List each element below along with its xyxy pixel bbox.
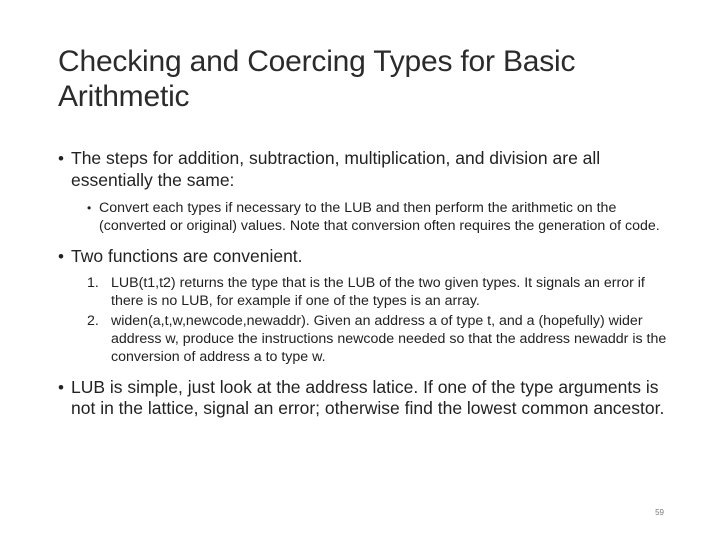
slide-content (58, 148, 676, 420)
page-number: 59 (655, 508, 664, 517)
sub-bullet-convert (87, 199, 676, 235)
slide-title: Checking and Coercing Types for Basic Arithmetic (58, 45, 576, 113)
item-text: LUB(t1,t2) returns the type that is the LUB of the two given types. It signals an error if there is no LUB, for example if one of the types is an array. (111, 274, 645, 309)
bullet-icon: • (58, 247, 64, 266)
bullet-icon: • (58, 149, 64, 168)
bullet-text: The steps for addition, subtraction, multiplication, and division are all essentially the same: (71, 148, 601, 190)
item-number: 2. (87, 312, 99, 329)
item-text: widen(a,t,w,newcode,newaddr). Given an address a of type t, and a (hopefully) wider address w, produce the instructions newcode needed so that the address newaddr is the conversion of address a to type w. (111, 312, 667, 365)
bullet-icon: • (87, 201, 92, 215)
bullet-steps (58, 148, 676, 191)
numbered-item-lub (87, 274, 676, 310)
bullet-icon: • (58, 377, 64, 397)
bullet-text: Two functions are convenient. (71, 246, 303, 266)
item-number: 1. (87, 274, 99, 291)
sub-bullet-text: Convert each types if necessary to the LUB and then perform the arithmetic on the (converted or original) values. Note that conversion often requires the generation of code. (99, 200, 660, 234)
bullet-lub-simple (58, 377, 676, 420)
numbered-item-widen (87, 312, 676, 366)
bullet-text: LUB is simple, just look at the address latice. If one of the type arguments is not in the lattice, signal an error; otherwise find the lowest common ancestor. (71, 376, 665, 418)
bullet-functions (58, 246, 676, 268)
